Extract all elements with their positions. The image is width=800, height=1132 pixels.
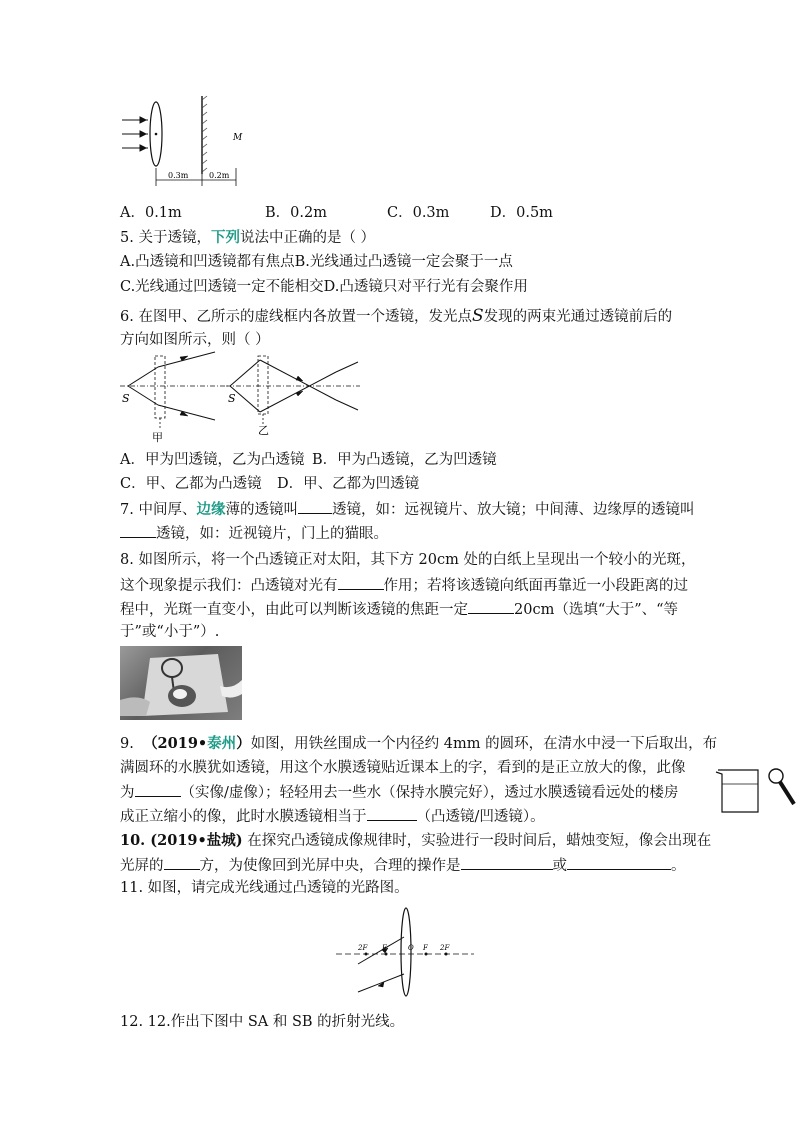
q4-option-b[interactable]: B．0.2m: [265, 205, 327, 221]
magnifier-sun-photo: [120, 646, 242, 720]
q9-blank-1[interactable]: [135, 782, 181, 797]
q4-options: [120, 203, 553, 223]
q5-keyword: 下列: [210, 229, 240, 246]
q8-line4: 于”或“小于”）.: [120, 624, 220, 640]
q7-blank-2[interactable]: [120, 523, 156, 538]
q11-f-left-label: F: [382, 944, 387, 952]
q11-2f-left-label: 2F: [358, 944, 368, 952]
q5-options-line2: C.光线通过凹透镜一定不能相交D.凸透镜只对平行光有会聚作用: [120, 279, 528, 295]
q10-source-tag: 10. (2019•盐城): [120, 832, 243, 849]
q10-line1: 10. (2019•盐城) 在探究凸透镜成像规律时，实验进行一段时间后，蜡烛变短，像会出现在: [120, 832, 712, 849]
dim-left-label: 0.3m: [168, 171, 189, 180]
q6-s-symbol: S: [471, 306, 484, 326]
beaker-magnifier-figure: [714, 766, 798, 816]
convex-lens-ray-figure: [336, 904, 476, 1000]
q6-option-a[interactable]: A．甲为凹透镜，乙为凸透镜: [120, 452, 305, 468]
dim-right-label: 0.2m: [209, 171, 230, 180]
q9-blank-2[interactable]: [367, 806, 417, 821]
q6-fig-jia-label: 甲: [152, 431, 163, 444]
q9-source-tag: （2019•泰州）: [143, 735, 251, 752]
q5-options-line1: A.凸透镜和凹透镜都有焦点B.光线通过凸透镜一定会聚于一点: [120, 254, 513, 270]
q6-stem: 6. 在图甲、乙所示的虚线框内各放置一个透镜，发光点S发现的两束光通过透镜前后的: [120, 306, 673, 326]
q12-text: 12. 12.作出下图中 SA 和 SB 的折射光线。: [120, 1014, 405, 1030]
q8-blank-1[interactable]: [338, 575, 384, 590]
q6-lens-figure: [118, 350, 363, 442]
q11-f-right-label: F: [423, 944, 428, 952]
q4-option-c[interactable]: C．0.3m: [387, 205, 450, 221]
lens-mirror-figure: [120, 94, 260, 190]
q6-fig-s2-label: S: [228, 392, 236, 405]
q6-option-b[interactable]: B．甲为凸透镜，乙为凹透镜: [312, 452, 497, 468]
q7-line2: 透镜，如：近视镜片，门上的猫眼。: [120, 523, 388, 544]
q11-o-label: O: [408, 944, 414, 952]
q8-line1: 8. 如图所示，将一个凸透镜正对太阳，其下方 20cm 处的白纸上呈现出一个较小的光斑，: [120, 552, 696, 568]
point-m-label: M: [233, 133, 243, 143]
q11-2f-right-label: 2F: [440, 944, 450, 952]
q6-fig-yi-label: 乙: [258, 424, 269, 437]
q10-blank-1[interactable]: [164, 855, 200, 870]
q10-line2: 光屏的 方，为使像回到光屏中央，合理的操作是 或 。: [120, 855, 686, 876]
q10-blank-3[interactable]: [567, 855, 671, 870]
q9-line1: 9. （2019•泰州）如图，用铁丝围成一个内径约 4mm 的圆环，在清水中浸一下后取出，布: [120, 735, 718, 752]
q9-line2: 满圆环的水膜犹如透镜，用这个水膜透镜贴近课本上的字，看到的是正立放大的像，此像: [120, 760, 686, 776]
q7-line1: 7. 中间厚、边缘薄的透镜叫 透镜，如：远视镜片、放大镜；中间薄、边缘厚的透镜叫: [120, 501, 695, 518]
q5-stem: 5. 关于透镜，下列说法中正确的是（ ）: [120, 229, 376, 246]
q6-options-row1: [120, 450, 497, 470]
q9-line3: 为 （实像/虚像）；轻轻用去一些水（保持水膜完好），透过水膜透镜看远处的楼房: [120, 782, 678, 803]
q7-keyword: 边缘: [196, 501, 226, 518]
q6-option-c[interactable]: C．甲、乙都为凸透镜: [120, 476, 262, 492]
q6-fig-s1-label: S: [122, 392, 130, 405]
q6-options-row2: [120, 474, 419, 494]
q6-option-d[interactable]: D．甲、乙都为凹透镜: [277, 476, 420, 492]
q8-blank-2[interactable]: [468, 599, 514, 614]
q8-line2: 这个现象提示我们：凸透镜对光有 作用；若将该透镜向纸面再靠近一小段距离的过: [120, 575, 688, 596]
q6-stem-line2: 方向如图所示，则（ ）: [120, 332, 270, 348]
q9-line4: 成正立缩小的像，此时水膜透镜相当于 （凸透镜/凹透镜）。: [120, 806, 545, 827]
q8-line3: 程中，光斑一直变小，由此可以判断该透镜的焦距一定 20cm（选填“大于”、“等: [120, 599, 678, 620]
q10-blank-2[interactable]: [461, 855, 553, 870]
q4-option-a[interactable]: A．0.1m: [120, 205, 182, 221]
q11-text: 11. 如图，请完成光线通过凸透镜的光路图。: [120, 880, 409, 896]
q4-option-d[interactable]: D．0.5m: [490, 205, 553, 221]
q7-blank-1[interactable]: [298, 499, 332, 514]
